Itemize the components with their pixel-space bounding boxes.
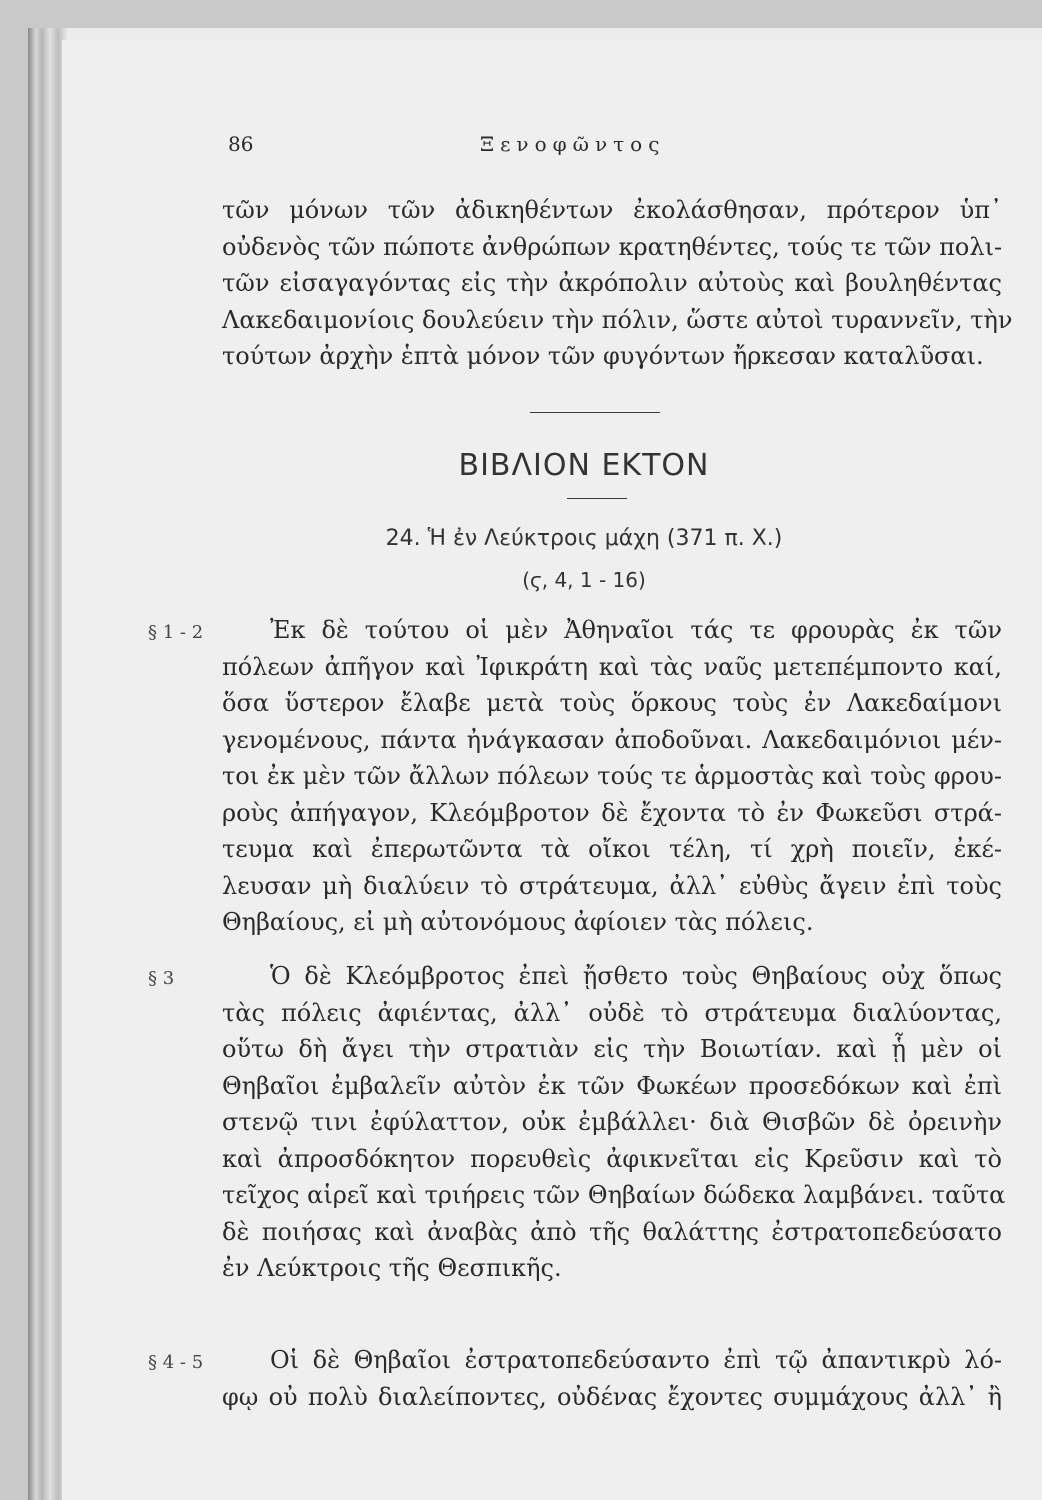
- text-line: πόλεων ἀπῆγον καὶ Ἰφικράτη καὶ τὰς ναῦς μετεπέμποντο καί,: [222, 652, 1002, 681]
- text-line: Ἐκ δὲ τούτου οἱ μὲν Ἀθηναῖοι τάς τε φρουρὰς ἐκ τῶν: [270, 616, 1002, 644]
- text-line: Θηβαίους, εἰ μὴ αὐτονόμους ἀφίοιεν τὰς πόλεις.: [222, 908, 814, 936]
- text-line: Λακεδαιμονίοις δουλεύειν τὴν πόλιν, ὥστε αὐτοὶ τυραννεῖν, τὴν: [222, 305, 1013, 334]
- text-line: ροὺς ἀπήγαγον, Κλεόμβροτον δὲ ἔχοντα τὸ ἐν Φωκεῦσι στρά-: [222, 798, 1002, 827]
- text-line: τευμα καὶ ἐπερωτῶντα τὰ οἴκοι τέλη, τί χρὴ ποιεῖν, ἐκέ-: [222, 835, 1002, 863]
- paragraph-continued: [222, 192, 1013, 375]
- chapter-reference: (ϛ, 4, 1 - 16): [522, 568, 646, 592]
- section-marker: § 1 - 2: [148, 622, 204, 643]
- book-title: ΒΙΒΛΙΟΝ ΕΚΤΟΝ: [458, 448, 710, 483]
- text-line: Ὁ δὲ Κλεόμβροτος ἐπεὶ ᾔσθετο τοὺς Θηβαίους οὐχ ὅπως: [270, 962, 1002, 990]
- divider-rule: [530, 412, 660, 413]
- text-line: ἐν Λεύκτροις τῆς Θεσπικῆς.: [222, 1254, 562, 1282]
- text-line: Οἱ δὲ Θηβαῖοι ἐστρατοπεδεύσαντο ἐπὶ τῷ ἀπαντικρὺ λό-: [270, 1346, 1002, 1374]
- text-line: στενῷ τινι ἐφύλαττον, οὐκ ἐμβάλλει· διὰ Θισβῶν δὲ ὀρεινὴν: [222, 1108, 1002, 1136]
- section-paragraph: [222, 612, 1002, 941]
- text-line: τοι ἐκ μὲν τῶν ἄλλων πόλεων τούς τε ἁρμοστὰς καὶ τοὺς φρου-: [222, 762, 1002, 790]
- text-line: τῶν εἰσαγαγόντας εἰς τὴν ἀκρόπολιν αὐτοὺς καὶ βουληθέντας: [222, 269, 1002, 297]
- chapter-title: 24. Ἡ ἐν Λεύκτροις μάχη (371 π. Χ.): [385, 526, 783, 551]
- text-line: τεῖχος αἱρεῖ καὶ τριήρεις τῶν Θηβαίων δώδεκα λαμβάνει. ταῦτα: [222, 1181, 1006, 1209]
- book-page: [62, 40, 1042, 1500]
- text-line: οὕτω δὴ ἄγει τὴν στρατιὰν εἰς τὴν Βοιωτίαν. καὶ ᾗ μὲν οἱ: [222, 1035, 1002, 1063]
- text-line: δὲ ποιήσας καὶ ἀναβὰς ἀπὸ τῆς θαλάττης ἐστρατοπεδεύσατο: [222, 1217, 1002, 1246]
- text-line: γενομένους, πάντα ἠνάγκασαν ἀποδοῦναι. Λακεδαιμόνιοι μέν-: [222, 725, 1002, 754]
- text-line: λευσαν μὴ διαλύειν τὸ στράτευμα, ἀλλ᾽ εὐθὺς ἄγειν ἐπὶ τοὺς: [222, 871, 1002, 900]
- text-line: καὶ ἀπροσδόκητον πορευθεὶς ἀφικνεῖται εἰς Κρεῦσιν καὶ τὸ: [222, 1144, 1002, 1173]
- text-line: Θηβαῖοι ἐμβαλεῖν αὐτὸν ἐκ τῶν Φωκέων προσεδόκων καὶ ἐπὶ: [222, 1071, 1002, 1100]
- text-line: τούτων ἀρχὴν ἑπτὰ μόνον τῶν φυγόντων ἤρκεσαν καταλῦσαι.: [222, 342, 984, 370]
- section-paragraph: [222, 958, 1006, 1287]
- text-line: φῳ οὐ πολὺ διαλείποντες, οὐδένας ἔχοντες συμμάχους ἀλλ᾽ ἢ: [222, 1382, 1002, 1411]
- running-title: Ξενοφῶντος: [480, 132, 666, 156]
- text-line: οὐδενὸς τῶν πώποτε ἀνθρώπων κρατηθέντες, τούς τε τῶν πολι-: [222, 232, 1003, 261]
- text-line: τῶν μόνων τῶν ἀδικηθέντων ἐκολάσθησαν, πρότερον ὑπ᾽: [222, 196, 1002, 224]
- section-marker: § 4 - 5: [148, 1352, 204, 1373]
- section-paragraph: [222, 1342, 1002, 1415]
- text-line: τὰς πόλεις ἀφιέντας, ἀλλ᾽ οὐδὲ τὸ στράτευμα διαλύοντας,: [222, 998, 1002, 1027]
- page-number: 86: [228, 132, 254, 156]
- divider-rule: [567, 498, 627, 499]
- text-line: ὅσα ὕστερον ἔλαβε μετὰ τοὺς ὅρκους τοὺς ἐν Λακεδαίμονι: [222, 689, 1002, 717]
- section-marker: § 3: [148, 968, 175, 989]
